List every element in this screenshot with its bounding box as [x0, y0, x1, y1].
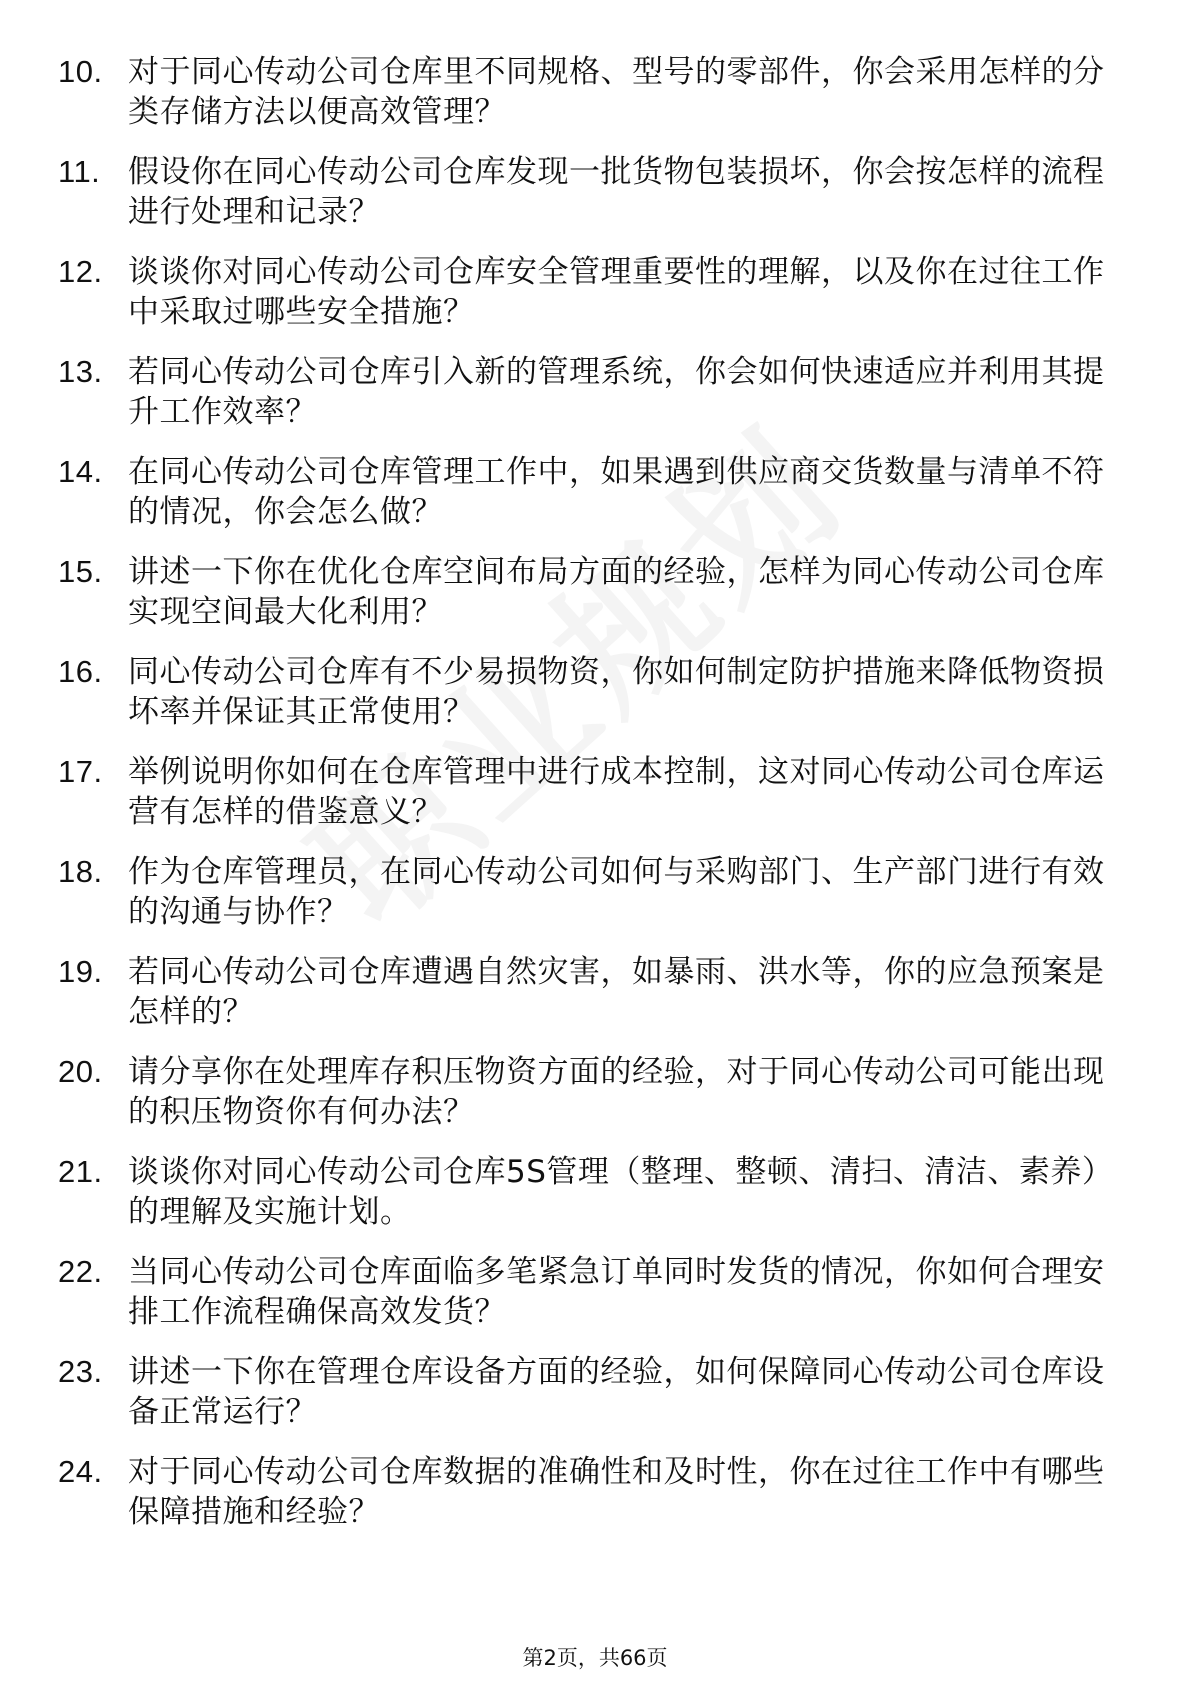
question-text: 若同心传动公司仓库遭遇自然灾害，如暴雨、洪水等，你的应急预案是怎样的？	[128, 954, 1105, 1030]
question-item	[58, 452, 1108, 532]
question-item	[58, 852, 1108, 932]
question-text: 谈谈你对同心传动公司仓库安全管理重要性的理解，以及你在过往工作中采取过哪些安全措施？	[128, 254, 1105, 330]
question-item	[58, 52, 1108, 132]
question-number: 21.	[58, 1154, 103, 1189]
question-number: 16.	[58, 654, 103, 689]
question-text: 谈谈你对同心传动公司仓库5S管理（整理、整顿、清扫、清洁、素养）的理解及实施计划。	[128, 1154, 1098, 1230]
question-number: 13.	[58, 354, 103, 389]
question-text: 对于同心传动公司仓库里不同规格、型号的零部件，你会采用怎样的分类存储方法以便高效管理？	[128, 54, 1105, 130]
question-item	[58, 1352, 1108, 1432]
question-list	[58, 52, 1108, 1552]
question-item	[58, 1252, 1108, 1332]
question-item	[58, 1452, 1108, 1532]
question-number: 20.	[58, 1054, 103, 1089]
question-item	[58, 1052, 1108, 1132]
question-number: 15.	[58, 554, 103, 589]
question-text: 假设你在同心传动公司仓库发现一批货物包装损坏，你会按怎样的流程进行处理和记录？	[128, 154, 1105, 230]
question-item	[58, 552, 1108, 632]
question-text: 若同心传动公司仓库引入新的管理系统，你会如何快速适应并利用其提升工作效率？	[128, 354, 1105, 430]
question-item	[58, 352, 1108, 432]
question-item	[58, 252, 1108, 332]
question-text: 作为仓库管理员，在同心传动公司如何与采购部门、生产部门进行有效的沟通与协作？	[128, 854, 1105, 930]
question-text: 举例说明你如何在仓库管理中进行成本控制，这对同心传动公司仓库运营有怎样的借鉴意义？	[128, 754, 1105, 830]
question-text: 在同心传动公司仓库管理工作中，如果遇到供应商交货数量与清单不符的情况，你会怎么做？	[128, 454, 1105, 530]
question-item	[58, 152, 1108, 232]
question-text: 对于同心传动公司仓库数据的准确性和及时性，你在过往工作中有哪些保障措施和经验？	[128, 1454, 1105, 1530]
question-item	[58, 952, 1108, 1032]
question-item	[58, 652, 1108, 732]
question-number: 17.	[58, 754, 103, 789]
question-text: 当同心传动公司仓库面临多笔紧急订单同时发货的情况，你如何合理安排工作流程确保高效发货？	[128, 1254, 1105, 1330]
question-item	[58, 752, 1108, 832]
question-number: 14.	[58, 454, 103, 489]
page-number-label: 第2页，共66页	[522, 1646, 668, 1670]
question-number: 19.	[58, 954, 103, 989]
question-number: 12.	[58, 254, 103, 289]
question-text: 请分享你在处理库存积压物资方面的经验，对于同心传动公司可能出现的积压物资你有何办法？	[128, 1054, 1105, 1130]
question-number: 24.	[58, 1454, 103, 1489]
question-number: 11.	[58, 154, 101, 189]
question-text: 讲述一下你在管理仓库设备方面的经验，如何保障同心传动公司仓库设备正常运行？	[128, 1354, 1105, 1430]
question-number: 22.	[58, 1254, 103, 1289]
question-text: 同心传动公司仓库有不少易损物资，你如何制定防护措施来降低物资损坏率并保证其正常使用？	[128, 654, 1105, 730]
question-number: 18.	[58, 854, 103, 889]
question-number: 23.	[58, 1354, 103, 1389]
question-text: 讲述一下你在优化仓库空间布局方面的经验，怎样为同心传动公司仓库实现空间最大化利用？	[128, 554, 1105, 630]
question-number: 10.	[58, 54, 103, 89]
question-item	[58, 1152, 1108, 1232]
page-footer	[0, 1642, 1190, 1672]
